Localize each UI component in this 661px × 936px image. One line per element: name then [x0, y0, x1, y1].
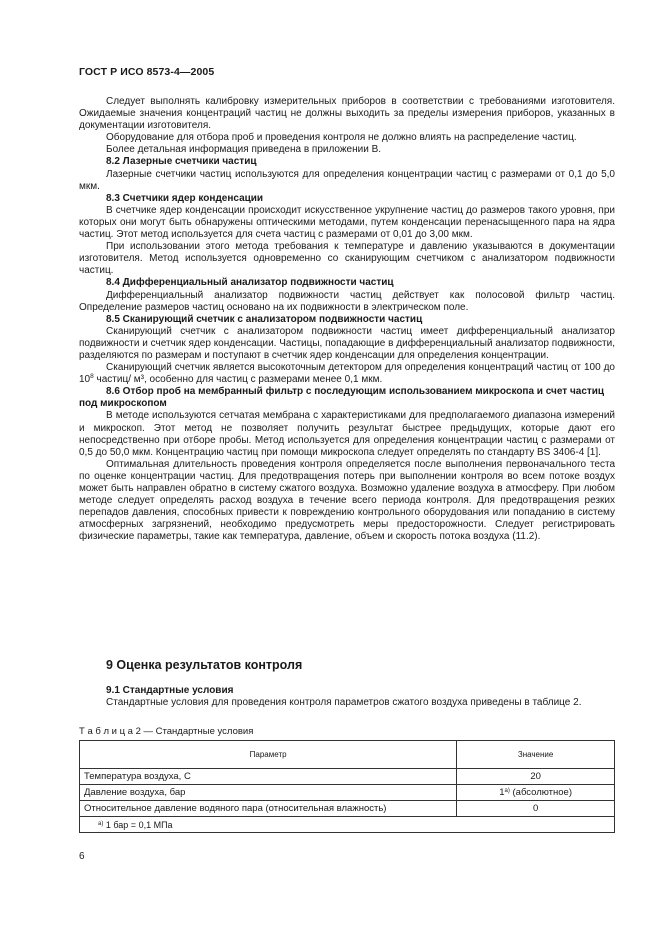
table-cell-value: 0 [457, 801, 615, 817]
table-cell-param: Давление воздуха, бар [80, 785, 457, 801]
heading-8-5: 8.5 Сканирующий счетчик с анализатором подвижности частиц [106, 313, 423, 325]
text-fragment: Сканирующий счетчик является высокоточным детектором для определения концентраций частиц от 100 до 10 [79, 362, 615, 386]
page-number: 6 [79, 851, 85, 862]
paragraph-laser-counters: Лазерные счетчики частиц используются для определения концентрации частиц с размерами от 0,1 до 5,0 мкм. [79, 168, 615, 192]
heading-8-3: 8.3 Счетчики ядер конденсации [106, 192, 264, 204]
table-cell-param: Относительное давление водяного пара (относительная влажность) [80, 801, 457, 817]
table-caption: Т а б л и ц а 2 — Стандартные условия [79, 726, 254, 737]
table-row [80, 785, 615, 801]
standard-conditions-table [79, 740, 615, 833]
paragraph-condensation-nuclei: В счетчике ядер конденсации происходит искусственное укрупнение частиц до размеров такого уровня, при которых они могут быть обнаружены оптическими методами, путем конденсации перенасыщенного пара на ядра частиц. Этот метод используется для счета частиц с размерами от 0,01 до 3,00 мкм. [79, 204, 615, 241]
footnote-marker: а) [98, 820, 104, 827]
section-9-1 [79, 685, 615, 709]
paragraph-standard-conditions: Стандартные условия для проведения контроля параметров сжатого воздуха приведены в таблице 2. [106, 697, 582, 709]
table-footnote [80, 817, 615, 833]
paragraph-equipment: Оборудование для отбора проб и проведения контроля не должно влиять на распределение частиц. [106, 132, 577, 144]
table-cell-param: Температура воздуха, С [80, 769, 457, 785]
section-9-title: 9 Оценка результатов контроля [106, 658, 303, 672]
footnote-marker: а) [504, 788, 510, 794]
text-fragment: 1 [499, 787, 505, 798]
paragraph-scanning-counter: Сканирующий счетчик с анализатором подвижности частиц имеет дифференциальный анализатор подвижности и счетчик ядер конденсации. Частицы, попадающие в дифференциальный анализатор подвижности, разделяются по размерам и поступают в счетчик ядер конденсации для определения концентрации. [79, 325, 615, 361]
paragraph-membrane-method: В методе используются сетчатая мембрана с характеристиками для предполагаемого диапазона измерений и микроскоп. Этот метод не позволяет получить результат быстрее предыдущих, которые дают его непосредственно при отборе пробы. Метод используется для определения концентрации частиц с размерами от 0,5 до 50,0 мкм. Концентрацию частиц при помощи микроскопа следует определять по стандарту BS 3406-4 [1]. [79, 410, 615, 458]
column-header-parameter: Параметр [80, 741, 457, 769]
heading-9-1: 9.1 Стандартные условия [106, 685, 234, 696]
paragraph-method-requirements: При использовании этого метода требования к температуре и давлению указываются в документации изготовителя. Метод используется одновременно со сканирующим счетчиком с анализатором подвижности частиц. [79, 241, 615, 277]
table-header-row [80, 741, 615, 769]
column-header-value: Значение [457, 741, 615, 769]
table-row [80, 801, 615, 817]
paragraph-test-duration: Оптимальная длительность проведения контроля определяется после выполнения первоначального теста по оценке концентрации частиц. Для предотвращения потерь при выполнении контроля во всем потоке воздух может быть направлен обратно в систему сжатого воздуха. Возможно удаление воздуха в атмосферу. При любом методе следует определять расход воздуха в течение всего периода контроля. Для предотвращения резких перепадов давления, способных привести к повреждению контрольного оборудования или попаданию в систему атмосферных загрязнений, необходимо предусмотреть меры предосторожности. Следует регистрировать физические параметры, такие как температура, давление, объем и скорость потока воздуха (11.2). [79, 458, 615, 543]
paragraph-differential-analyzer: Дифференциальный анализатор подвижности частиц действует как полосовой фильтр частиц. Определение размеров частиц основано на их подвижности в электрическом поле. [79, 289, 615, 313]
body-text [79, 96, 615, 543]
paragraph-calibration: Следует выполнять калибровку измерительных приборов в соответствии с требованиями изготовителя. Ожидаемые значения концентраций частиц не должны выходить за пределы измерения приборов, указанных в документации изготовителя. [79, 96, 615, 132]
document-header: ГОСТ Р ИСО 8573-4—2005 [79, 66, 215, 78]
footnote-text: 1 бар = 0,1 МПа [103, 819, 173, 830]
paragraph-scanning-detector [79, 362, 615, 386]
text-fragment: частиц/ м³, особенно для частиц с размерами менее 0,1 мкм. [93, 374, 383, 386]
heading-8-2: 8.2 Лазерные счетчики частиц [106, 156, 257, 168]
heading-8-6: 8.6 Отбор проб на мембранный фильтр с последующим использованием микроскопа и счет частиц под микроскопом [79, 386, 605, 410]
table-row [80, 769, 615, 785]
heading-8-4: 8.4 Дифференциальный анализатор подвижности частиц [106, 277, 394, 289]
table-cell-value [457, 785, 615, 801]
superscript: 8 [90, 373, 94, 381]
table-cell-value: 20 [457, 769, 615, 785]
table-footnote-row [80, 817, 615, 833]
text-fragment: (абсолютное) [509, 787, 572, 798]
paragraph-annex-ref: Более детальная информация приведена в приложении В. [106, 144, 382, 156]
